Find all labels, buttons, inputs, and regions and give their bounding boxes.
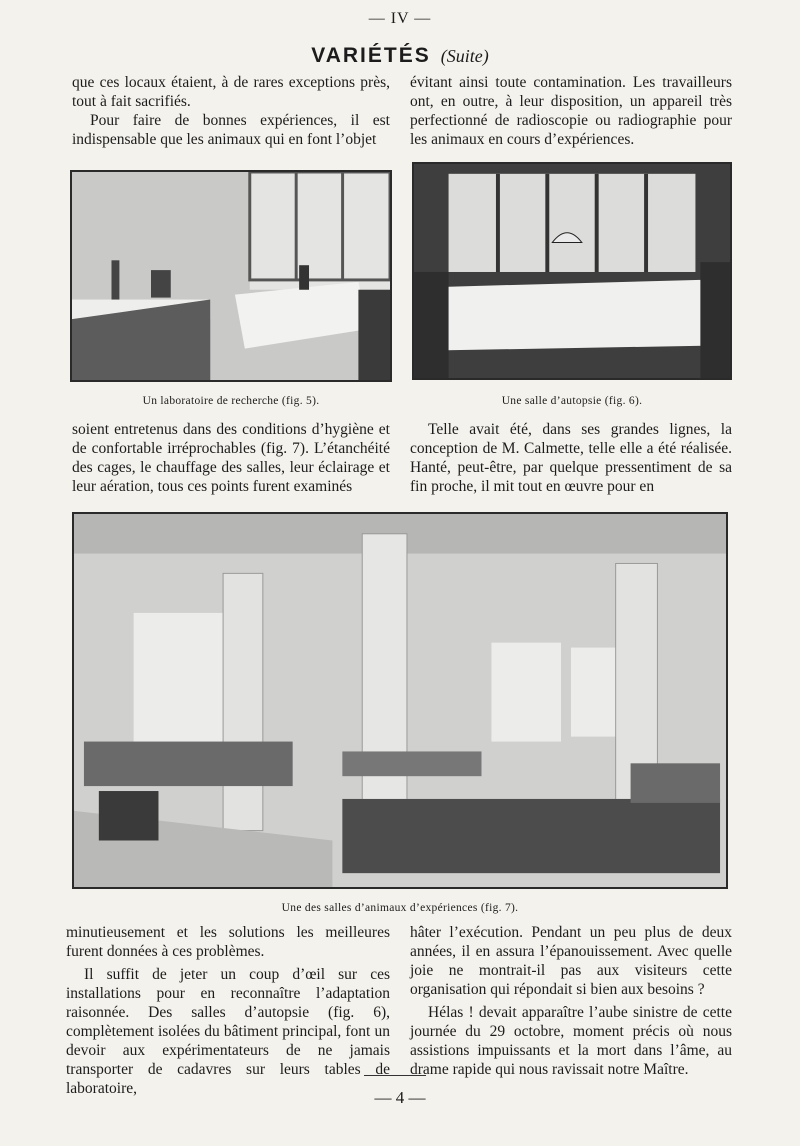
photo-animal-room bbox=[72, 512, 728, 889]
section-title: VARIÉTÉS bbox=[311, 44, 431, 67]
figure-6-caption: Une salle d’autopsie (fig. 6). bbox=[501, 395, 643, 407]
paragraph: soient entretenus dans des conditions d’hygiène et de confortable irréprochables (fig. 7). L’étanchéité des cages, le chauffage des salles, leur éclairage et leur aération, tous ces points furent examinés bbox=[72, 421, 390, 495]
paragraph: hâter l’exécution. Pendant un peu plus de deux années, il en assura l’épanouissement. Avec quelle joie ne montrait-il pas aux visiteurs cette organisation qui répondait si bien aux besoins ? bbox=[410, 924, 732, 998]
middle-left-column bbox=[72, 420, 390, 496]
middle-right-column bbox=[410, 420, 732, 496]
top-folio: — IV — bbox=[368, 10, 432, 27]
bottom-folio: — 4 — bbox=[374, 1088, 426, 1107]
paragraph: Hélas ! devait apparaître l’aube sinistre de cette journée du 29 octobre, moment précis où nous assistions impuissants et la mort dans l’âme, au drame rapide qui nous ravissait notre Maître. bbox=[410, 1004, 732, 1078]
section-heading bbox=[0, 44, 800, 68]
lower-left-column bbox=[66, 923, 390, 1098]
animal-room-photo-illustration bbox=[74, 514, 726, 887]
paragraph: Pour faire de bonnes expériences, il est indispensable que les animaux qui en font l’objet bbox=[72, 112, 390, 148]
paragraph: minutieusement et les solutions les meilleures furent données à ces problèmes. bbox=[66, 924, 390, 960]
lower-right-column bbox=[410, 923, 732, 1079]
photo-autopsy-room bbox=[412, 162, 732, 380]
paragraph: Il suffit de jeter un coup d’œil sur ces installations pour en reconnaître l’adaptation raisonnée. Des salles d’autopsie (fig. 6), complètement isolées du bâtiment principal, font un devoir aux expérimentateurs de ne jamais transporter de cadavres sur leurs tables de laboratoire, bbox=[66, 966, 390, 1097]
upper-right-column bbox=[410, 73, 732, 149]
autopsy-photo-illustration bbox=[414, 164, 730, 378]
figure-7-caption: Une des salles d’animaux d’expériences (fig. 7). bbox=[281, 902, 519, 914]
paragraph: Telle avait été, dans ses grandes lignes, la conception de M. Calmette, telle elle a été réalisée. Hanté, peut-être, par quelque pressentiment de sa fin proche, il mit tout en œuvre pour en bbox=[410, 421, 732, 495]
upper-left-column bbox=[72, 73, 390, 149]
section-suffix: (Suite) bbox=[440, 46, 489, 66]
figure-5-caption: Un laboratoire de recherche (fig. 5). bbox=[142, 395, 320, 407]
paragraph: évitant ainsi toute contamination. Les travailleurs ont, en outre, à leur disposition, un appareil très perfectionné de radioscopie ou radiographie pour les animaux en cours d’expériences. bbox=[410, 74, 732, 148]
footer-rule bbox=[364, 1075, 426, 1076]
lab-photo-illustration bbox=[72, 172, 390, 380]
paragraph: que ces locaux étaient, à de rares exceptions près, tout à fait sacrifiés. bbox=[72, 74, 390, 110]
photo-research-lab bbox=[70, 170, 392, 382]
